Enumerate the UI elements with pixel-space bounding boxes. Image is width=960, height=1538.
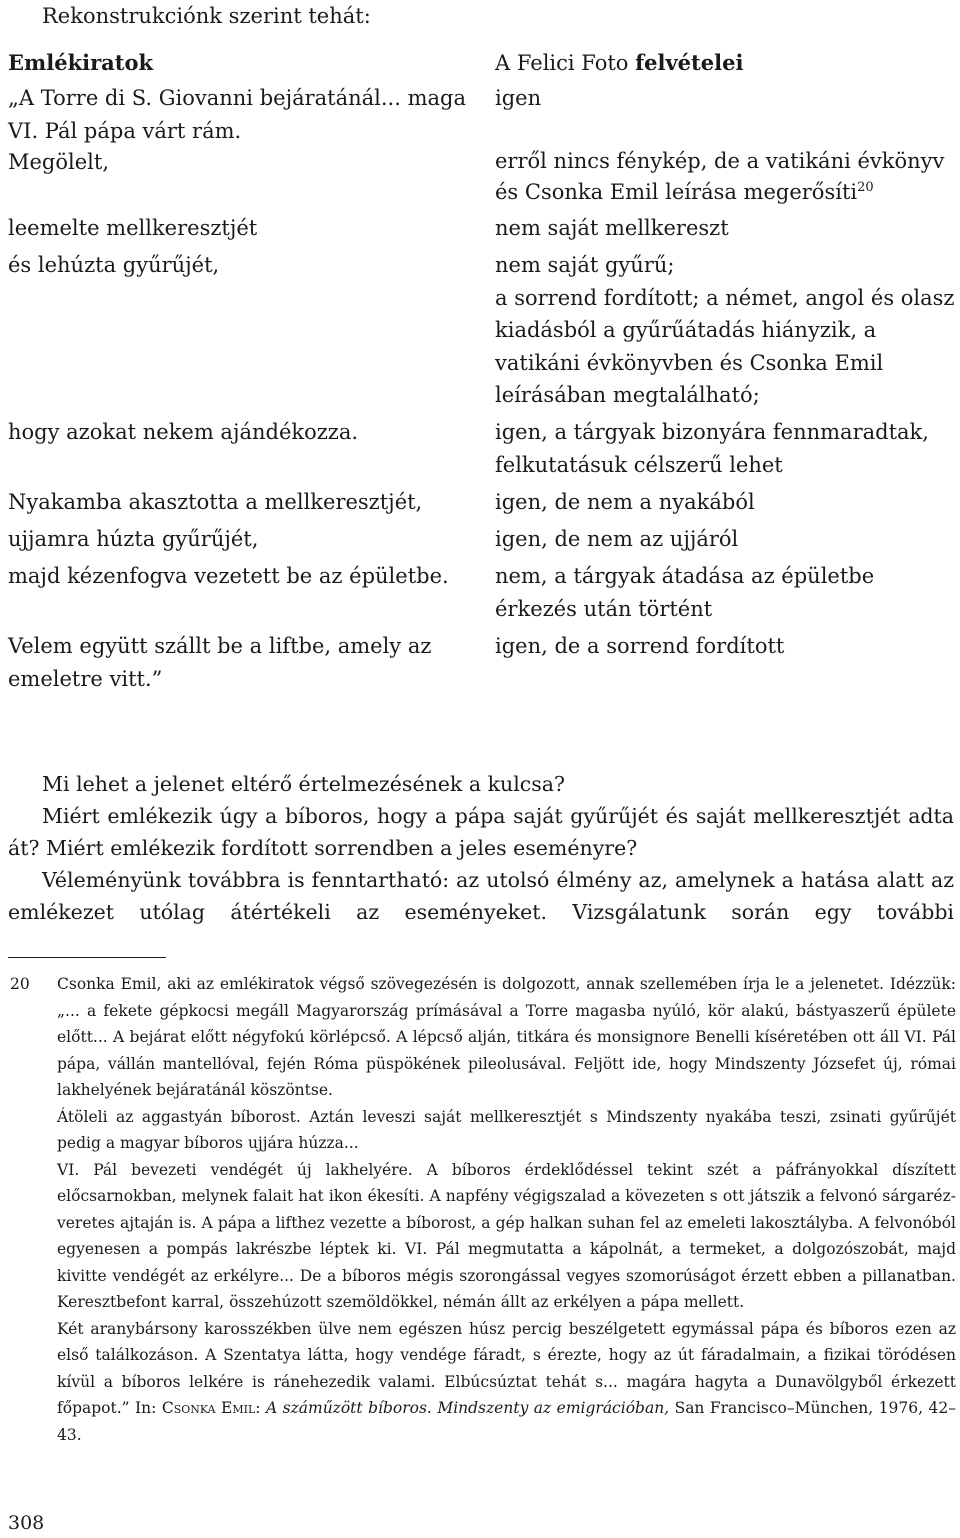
table-row: [8, 146, 958, 208]
table-row: [8, 212, 958, 245]
page-number: 308: [8, 1512, 45, 1534]
footnote-number: 20: [10, 975, 30, 993]
table-row: [8, 82, 958, 148]
footnote-paragraph: VI. Pál bevezeti vendégét új lakhelyére. A bíboros érdeklődéssel tekint szét a páfrányokkal díszített előcsarnokban, melynek falait hat ikon ékesíti. A napfény végigszalad a kövezeten s ott játszik a felvonó sárgaréz-veretes ajtaján is. A pápa a lifthez vezette a bíborost, a gép halkan suhan fel az emeleti lakosztályba. A felvonóból egyenesen a pompás lakrészbe léptek ki. VI. Pál megmutatta a kápolnát, a termeket, a dolgozószobát, majd kivitte vendégét az erkélyre... De a bíboros mégis szorongással vegyes szomorúságot érzett ebben a pillanatban. Keresztbefont karral, összehúzott szemöldökkel, némán állt az erkélyen a pápa mellett.: [57, 1160, 956, 1311]
table-row: [8, 416, 958, 482]
photo-cell: igen, de a sorrend fordított: [495, 633, 785, 658]
footnote-paragraph: Átöleli az aggastyán bíborost. Aztán leveszi saját mellkeresztjét s Mindszenty nyakába teszi, zsinati gyűrűjét pedig a magyar bíboros ujjára húzza...: [57, 1107, 956, 1152]
memoir-cell: majd kézenfogva vezetett be az épületbe.: [8, 563, 449, 588]
photo-cell: nem saját gyűrű; a sorrend fordított; a német, angol és olasz kiadásból a gyűrűátadás hiányzik, a vatikáni évkönyvben és Csonka Emil leírásában megtalálható;: [495, 253, 955, 407]
body-text: [8, 768, 954, 928]
photo-cell: igen, de nem az ujjáról: [495, 526, 739, 551]
column-header-memoirs: Emlékiratok: [8, 50, 154, 75]
footnote-separator: [8, 957, 166, 958]
table-row: [8, 630, 958, 696]
comparison-table: [8, 46, 958, 696]
paragraph: Mi lehet a jelenet eltérő értelmezésének a kulcsa?: [42, 772, 565, 796]
photo-cell: igen: [495, 86, 542, 110]
table-row: [8, 486, 958, 519]
footnote-paragraph: Két aranybársony karosszékben ülve nem egészen húsz percig beszélgetett egymással pápa és bíboros ezen az első találkozáson. A Szentatya látta, hogy vendége fáradt, s érezte, hogy az út fáradalmain, a fizikai töródésen kívül a bíboros lelkére is ránehezedik valami. Elbúcsúztat tehát s... magára hagyta a Dunavölgyből érkezett főpapot.” In: Csonka Emil: A száműzött bíboros. Mindszenty az emigrációban, San Francisco–München, 1976, 42–43.: [57, 1319, 956, 1444]
paragraph: Miért emlékezik úgy a bíboros, hogy a pápa saját gyűrűjét és saját mellkeresztjét adta át? Miért emlékezik fordított sorrendben a jeles eseményre?: [8, 804, 954, 860]
footnote-paragraph: Csonka Emil, aki az emlékiratok végső szövegezésén is dolgozott, annak szellemében írja le a jelenetet. Idézzük: „... a fekete gépkocsi megáll Magyarország prímásával a Torre magasba nyúló, kör alakú, bástyaszerű épülete előtt... A bejárat előtt négyfokú körlépcső. A lépcső alján, titkára és monsignore Benelli kíséretében ott áll VI. Pál pápa, vállán mantellóval, fején Róma püspökének pileolusával. Feljött ide, hogy Mindszenty Józsefet új, római lakhelyének bejáratánál köszöntse.: [57, 975, 956, 1099]
book-title: A száműzött bíboros. Mindszenty az emigrációban,: [265, 1399, 670, 1417]
memoir-cell: leemelte mellkeresztjét: [8, 216, 258, 240]
table-row: [8, 523, 958, 556]
memoir-cell: Nyakamba akasztotta a mellkeresztjét,: [8, 489, 423, 514]
table-row: [8, 249, 958, 412]
column-header-photos: A Felici Foto felvételei: [495, 50, 744, 75]
memoir-cell: Velem együtt szállt be a liftbe, amely az emeletre vitt.”: [8, 633, 432, 691]
photo-cell: igen, a tárgyak bizonyára fennmaradtak, felkutatásuk célszerű lehet: [495, 419, 929, 477]
author-name: Csonka Emil: [161, 1399, 256, 1417]
intro-line: Rekonstrukciónk szerint tehát:: [42, 4, 371, 28]
memoir-cell: Megölelt,: [8, 150, 109, 174]
photo-cell: igen, de nem a nyakából: [495, 489, 755, 514]
footnote-body: [57, 971, 956, 1448]
paragraph: Véleményünk továbbra is fenntartható: az utolsó élmény az, amelynek a hatása alatt az emlékezet utólag átértékeli az eseményeket. Vizsgálatunk során egy további: [8, 868, 954, 924]
table-row: [8, 560, 958, 626]
table-header-row: [8, 46, 958, 80]
photo-cell: erről nincs fénykép, de a vatikáni évkönyv és Csonka Emil leírása megerősíti$^{20}$: [495, 149, 945, 204]
memoir-cell: és lehúzta gyűrűjét,: [8, 253, 220, 277]
photo-cell: nem saját mellkereszt: [495, 216, 729, 240]
memoir-cell: „A Torre di S. Giovanni bejáratánál... maga VI. Pál pápa várt rám.: [8, 86, 466, 143]
memoir-cell: hogy azokat nekem ajándékozza.: [8, 419, 359, 444]
memoir-cell: ujjamra húzta gyűrűjét,: [8, 526, 259, 551]
footnote-ref[interactable]: 20: [857, 180, 874, 195]
photo-cell: nem, a tárgyak átadása az épületbe érkezés után történt: [495, 563, 875, 621]
footnote: [10, 971, 956, 1448]
